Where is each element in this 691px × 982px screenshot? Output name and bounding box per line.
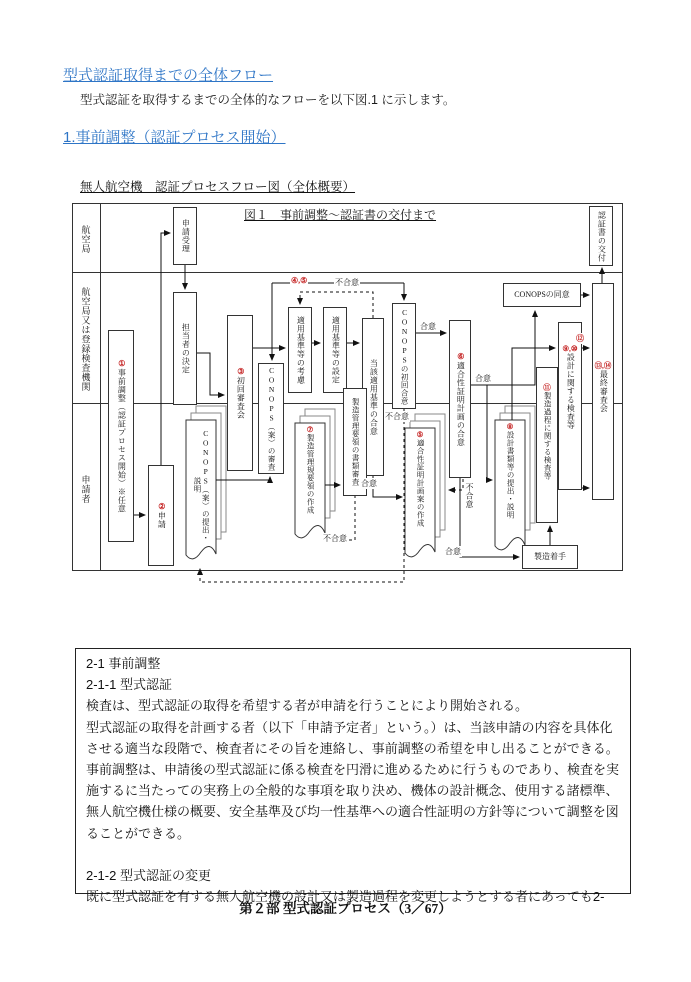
box-standards-agreement: 当該適用基準の合意 — [362, 318, 384, 476]
label-step12: ⑫ — [576, 334, 584, 343]
page-title: 型式認証取得までの全体フロー — [63, 67, 274, 84]
section-2-1-2-heading: 2-1-2 型式認証の変更 — [86, 867, 211, 883]
box-application-acceptance: 申請受理 — [173, 207, 197, 265]
label-agree-standards: 合意 — [361, 479, 377, 488]
paragraph-inspection-start: 検査は、型式認証の取得を希望する者が申請を行うことにより開始される。 — [86, 698, 529, 714]
body-text-frame — [75, 648, 631, 905]
label-agree-plan: 合意 — [475, 374, 491, 383]
doc-step7-mfg-rules-creation: ⑦ 製造管理規要領の作成 — [306, 425, 316, 515]
box-standards-setting: 適用基準等の設定 — [323, 307, 347, 393]
section-2-1-1-heading: 2-1-1 型式認証 — [86, 677, 172, 693]
lane-label-applicant: 申請者 — [80, 474, 91, 504]
paragraph-applicant-plan: 型式認証の取得を計画する者（以下「申請予定者」という。）は、当該申請の内容を具体化させる適当な段階で、検査者にその旨を連絡し、事前調整の希望を申し出ることができる。 — [86, 719, 619, 756]
label-disagree-mfg-rules: 不合意 — [323, 534, 347, 543]
doc-conops-submission: CONOPS（案）の提出・説明 — [193, 428, 211, 542]
box-step6-compliance-plan-agreement: ⑥適合性証明計画の合意 — [449, 320, 471, 478]
label-agree-mfg-start: 合意 — [445, 547, 461, 556]
process-flow-diagram — [72, 203, 624, 595]
box-step2-application: ②申請 — [148, 465, 174, 566]
box-steps9-10-design-inspection: ⑨,⑩ 設計に関する検査等 — [558, 322, 582, 490]
doc-step5-compliance-plan-draft: ⑤ 適合性証明計画案の作成 — [416, 430, 426, 528]
box-standards-consideration: 適用基準等の考慮 — [288, 307, 312, 393]
diagram-caption: 無人航空機 認証プロセスフロー図（全体概要） — [80, 180, 356, 194]
blank-line — [86, 844, 620, 865]
box-staff-assignment: 担当者の決定 — [173, 292, 197, 405]
page-footer: 第２部 型式認証プロセス（3／67） — [239, 901, 452, 916]
box-step3-first-review-meeting: ③初回審査会 — [227, 315, 253, 471]
box-mfg-rules-document-review: 製造管理要領の書類審査 — [343, 388, 367, 496]
section-heading: 1.事前調整（認証プロセス開始） — [63, 129, 286, 146]
figure-title: 図１ 事前調整〜認証書の交付まで — [244, 208, 437, 222]
box-conops-first-agreement: CONOPSの初回合意 — [392, 303, 416, 409]
box-conops-agreement: CONOPSの同意 — [503, 283, 581, 307]
lane-label-bureau-or-inspection-org: 航空局又は登録検査機関 — [80, 286, 91, 392]
label-disagree-standards: 不合意 — [335, 278, 359, 287]
paragraph-pre-adjustment: 事前調整は、申請後の型式認証に係る検査を円滑に進めるために行うものであり、検査を実施するに当たっての実務上の全般的な事項を取り決め、機体の設計概念、使用する諸標準、無人航空機仕様の概要、安全基準及び均一性基準への適合性証明の方針等について調整を図ることができる。 — [86, 761, 620, 841]
box-step1-pre-adjustment: ①事前調整（認証プロセス開始）※任意 — [108, 330, 134, 542]
intro-text: 型式認証を取得するまでの全体的なフローを以下図.1 に示します。 — [80, 93, 456, 107]
label-disagree-conops: 不合意 — [385, 412, 409, 421]
doc-step8-design-docs-submission: ⑧ 設計書類等の提出・説明 — [506, 422, 516, 520]
section-2-1-heading: 2-1 事前調整 — [86, 656, 161, 671]
label-disagree-plan: 不合意 — [465, 483, 474, 509]
label-agree-conops: 合意 — [420, 322, 436, 331]
label-steps4-5: ④,⑤ — [291, 276, 308, 285]
box-manufacturing-start: 製造着手 — [522, 545, 578, 569]
box-conops-review: CONOPS（案）の審査 — [258, 363, 284, 474]
paragraph-type-cert-change: 既に型式認証を有する無人航空機の設計又は製造過程を変更しようとする者にあっても2- — [86, 889, 605, 905]
box-certificate-issuance: 認証書の交付 — [589, 206, 613, 266]
lane-label-aviation-bureau: 航空局 — [80, 224, 91, 254]
box-steps13-14-final-review-meeting: ⑬,⑭ 最終審査会 — [592, 283, 614, 500]
box-step11-manufacturing-inspection: ⑪ 製造過程に関する検査等 — [536, 367, 558, 523]
